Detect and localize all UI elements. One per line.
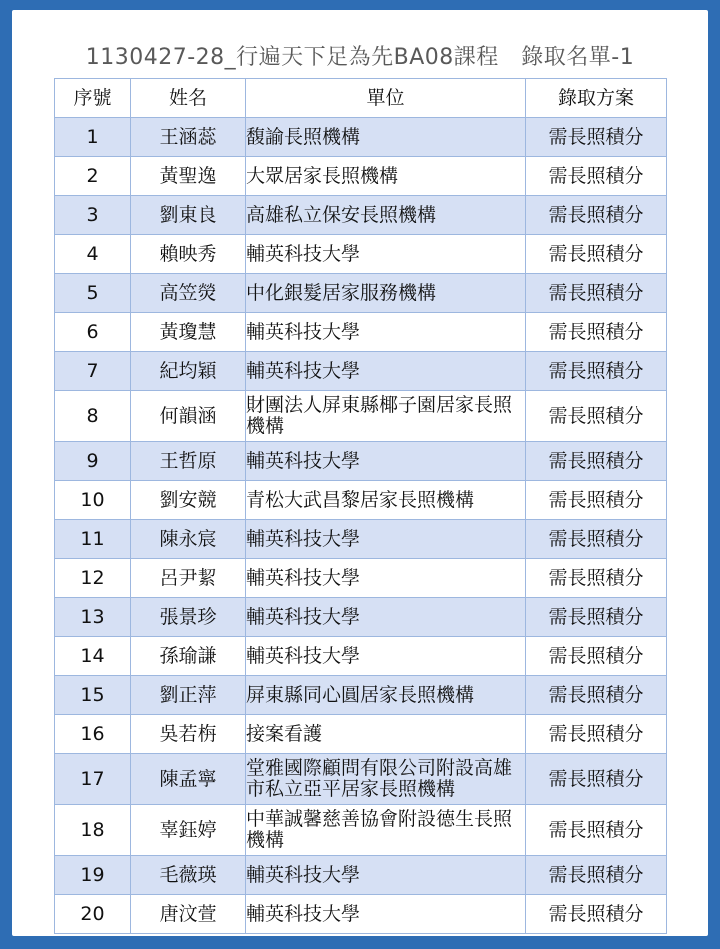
header-unit: 單位: [246, 79, 526, 118]
header-name: 姓名: [131, 79, 246, 118]
table-row: [55, 559, 667, 598]
cell-name: 高笠熒: [131, 274, 246, 313]
cell-unit: 輔英科技大學: [246, 313, 526, 352]
table-row: [55, 274, 667, 313]
cell-unit: 輔英科技大學: [246, 856, 526, 895]
cell-name: 辜鈺婷: [131, 805, 246, 856]
table-row: [55, 442, 667, 481]
cell-no: 13: [55, 598, 131, 637]
document-title: 1130427-28_行遍天下足為先BA08課程 錄取名單-1: [85, 45, 635, 70]
cell-no: 12: [55, 559, 131, 598]
cell-name: 黃瓊慧: [131, 313, 246, 352]
cell-unit: 輔英科技大學: [246, 559, 526, 598]
cell-plan: 需長照積分: [526, 598, 667, 637]
cell-no: 20: [55, 895, 131, 934]
admission-table: [54, 78, 667, 934]
cell-no: 18: [55, 805, 131, 856]
cell-plan: 需長照積分: [526, 715, 667, 754]
cell-plan: 需長照積分: [526, 559, 667, 598]
cell-unit: 輔英科技大學: [246, 520, 526, 559]
table-row: [55, 637, 667, 676]
cell-plan: 需長照積分: [526, 352, 667, 391]
table-row: [55, 520, 667, 559]
table-row: [55, 196, 667, 235]
table-row: [55, 715, 667, 754]
cell-plan: 需長照積分: [526, 754, 667, 805]
document-sheet: [12, 10, 708, 936]
cell-plan: 需長照積分: [526, 856, 667, 895]
cell-no: 19: [55, 856, 131, 895]
cell-name: 張景珍: [131, 598, 246, 637]
cell-unit: 屏東縣同心圓居家長照機構: [246, 676, 526, 715]
cell-name: 黃聖逸: [131, 157, 246, 196]
cell-name: 劉正萍: [131, 676, 246, 715]
cell-no: 2: [55, 157, 131, 196]
cell-name: 陳永宸: [131, 520, 246, 559]
cell-plan: 需長照積分: [526, 481, 667, 520]
table-row: [55, 118, 667, 157]
cell-plan: 需長照積分: [526, 118, 667, 157]
cell-no: 16: [55, 715, 131, 754]
cell-unit: 接案看護: [246, 715, 526, 754]
table-row: [55, 856, 667, 895]
cell-unit: 輔英科技大學: [246, 235, 526, 274]
cell-no: 14: [55, 637, 131, 676]
cell-plan: 需長照積分: [526, 235, 667, 274]
cell-no: 9: [55, 442, 131, 481]
cell-no: 1: [55, 118, 131, 157]
table-row: [55, 676, 667, 715]
cell-name: 紀均穎: [131, 352, 246, 391]
cell-unit: 輔英科技大學: [246, 442, 526, 481]
header-no: 序號: [55, 79, 131, 118]
cell-plan: 需長照積分: [526, 313, 667, 352]
cell-unit: 堂雅國際顧問有限公司附設高雄市私立亞平居家長照機構: [246, 754, 526, 805]
table-header-row: [55, 79, 667, 118]
cell-unit: 中化銀髮居家服務機構: [246, 274, 526, 313]
table-row: [55, 805, 667, 856]
cell-name: 孫瑜謙: [131, 637, 246, 676]
cell-no: 15: [55, 676, 131, 715]
cell-unit: 輔英科技大學: [246, 637, 526, 676]
cell-plan: 需長照積分: [526, 157, 667, 196]
cell-plan: 需長照積分: [526, 196, 667, 235]
cell-name: 何韻涵: [131, 391, 246, 442]
cell-unit: 輔英科技大學: [246, 895, 526, 934]
cell-unit: 中華誠馨慈善協會附設德生長照機構: [246, 805, 526, 856]
cell-plan: 需長照積分: [526, 676, 667, 715]
cell-unit: 馥諭長照機構: [246, 118, 526, 157]
cell-name: 陳孟寧: [131, 754, 246, 805]
cell-no: 6: [55, 313, 131, 352]
cell-name: 吳若栴: [131, 715, 246, 754]
cell-no: 7: [55, 352, 131, 391]
cell-name: 王涵蕊: [131, 118, 246, 157]
table-row: [55, 391, 667, 442]
cell-unit: 輔英科技大學: [246, 598, 526, 637]
cell-name: 唐汶萱: [131, 895, 246, 934]
table-row: [55, 895, 667, 934]
cell-plan: 需長照積分: [526, 391, 667, 442]
cell-no: 5: [55, 274, 131, 313]
cell-name: 劉東良: [131, 196, 246, 235]
cell-no: 8: [55, 391, 131, 442]
cell-unit: 輔英科技大學: [246, 352, 526, 391]
cell-no: 11: [55, 520, 131, 559]
cell-unit: 青松大武昌黎居家長照機構: [246, 481, 526, 520]
table-row: [55, 352, 667, 391]
cell-no: 17: [55, 754, 131, 805]
cell-no: 4: [55, 235, 131, 274]
cell-name: 王哲原: [131, 442, 246, 481]
table-row: [55, 235, 667, 274]
cell-name: 賴映秀: [131, 235, 246, 274]
cell-name: 呂尹絜: [131, 559, 246, 598]
table-row: [55, 481, 667, 520]
cell-plan: 需長照積分: [526, 805, 667, 856]
cell-unit: 高雄私立保安長照機構: [246, 196, 526, 235]
table-row: [55, 754, 667, 805]
cell-plan: 需長照積分: [526, 442, 667, 481]
cell-plan: 需長照積分: [526, 274, 667, 313]
cell-no: 3: [55, 196, 131, 235]
cell-plan: 需長照積分: [526, 637, 667, 676]
cell-plan: 需長照積分: [526, 895, 667, 934]
cell-unit: 大眾居家長照機構: [246, 157, 526, 196]
cell-name: 劉安競: [131, 481, 246, 520]
cell-unit: 財團法人屏東縣椰子園居家長照機構: [246, 391, 526, 442]
header-plan: 錄取方案: [526, 79, 667, 118]
table-row: [55, 598, 667, 637]
cell-no: 10: [55, 481, 131, 520]
cell-name: 毛薇瑛: [131, 856, 246, 895]
cell-plan: 需長照積分: [526, 520, 667, 559]
table-row: [55, 313, 667, 352]
table-row: [55, 157, 667, 196]
